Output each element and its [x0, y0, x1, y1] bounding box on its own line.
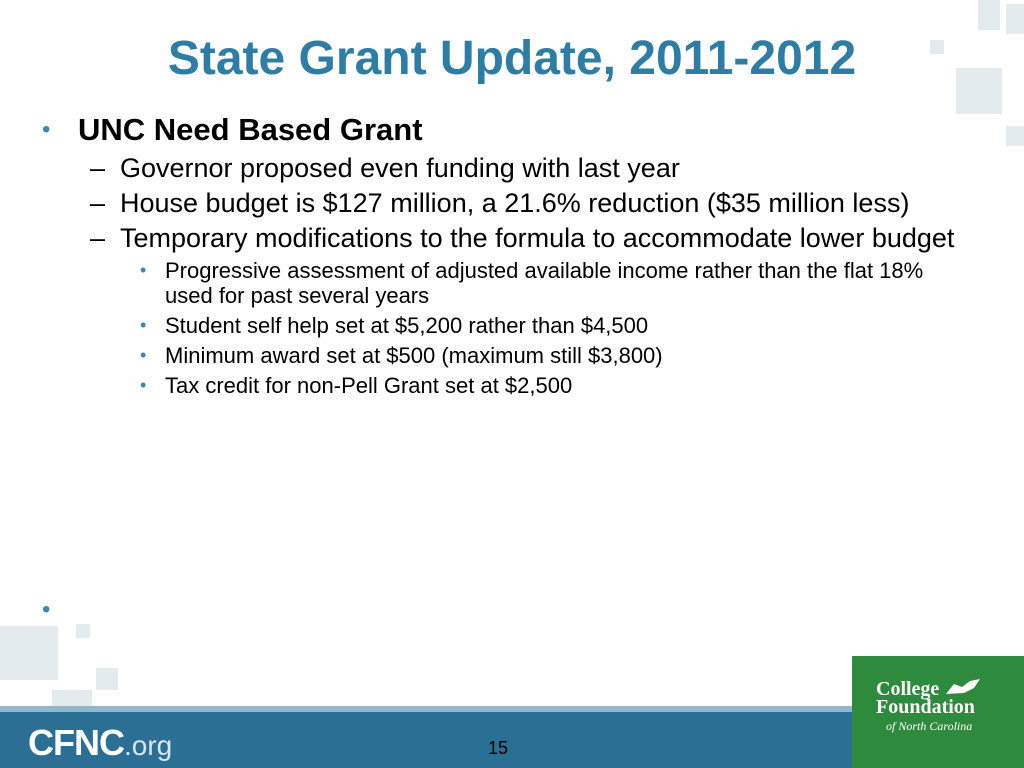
- dash-marker: –: [90, 153, 106, 183]
- sub-bullet: [28, 224, 968, 253]
- sub-sub-bullet: [28, 313, 968, 338]
- sub-bullet-text: Temporary modifications to the formula to accommodate lower budget: [120, 223, 955, 253]
- page-number: 15: [487, 738, 509, 758]
- sub-sub-bullet-text: Progressive assessment of adjusted available income rather than the flat 18% used for past several years: [165, 258, 924, 308]
- bullet-marker: •: [140, 375, 147, 395]
- sub-sub-bullet-text: Minimum award set at $500 (maximum still $3,800): [165, 343, 663, 368]
- bullet-marker: •: [140, 260, 147, 280]
- sub-sub-bullet: [28, 343, 968, 368]
- decorative-square: [96, 668, 118, 690]
- cfnc-logo-text: CFNC: [28, 722, 124, 763]
- sub-sub-bullet-text: Tax credit for non-Pell Grant set at $2,500: [165, 373, 573, 398]
- sub-bullet: [28, 154, 968, 183]
- logo-line-north-carolina: of North Carolina: [886, 719, 973, 733]
- main-bullet: [28, 112, 968, 148]
- slide-title: State Grant Update, 2011-2012: [167, 32, 857, 85]
- dash-marker: –: [90, 188, 106, 218]
- main-bullet-text: UNC Need Based Grant: [78, 112, 423, 147]
- decorative-square: [0, 626, 58, 680]
- decorative-square: [52, 690, 92, 706]
- college-foundation-logo[interactable]: [852, 656, 1024, 768]
- decorative-square: [1006, 4, 1024, 34]
- cfnc-logo[interactable]: [28, 722, 172, 764]
- decorative-square: [978, 0, 1000, 30]
- empty-bullet-marker: •: [42, 596, 51, 623]
- cfnc-logo-suffix: .org: [123, 730, 173, 761]
- sub-bullet-text: Governor proposed even funding with last year: [120, 153, 680, 183]
- logo-line-foundation: Foundation: [876, 696, 975, 718]
- north-carolina-state-icon: [944, 678, 982, 696]
- bullet-marker: •: [140, 345, 147, 365]
- bullet-marker: •: [42, 116, 51, 143]
- sub-sub-bullet-text: Student self help set at $5,200 rather than $4,500: [165, 313, 649, 338]
- decorative-square: [76, 624, 90, 638]
- dash-marker: –: [90, 223, 106, 253]
- slide-content: [28, 112, 968, 398]
- decorative-square: [1006, 126, 1024, 146]
- sub-sub-bullet: [28, 373, 968, 398]
- bullet-marker: •: [140, 315, 147, 335]
- sub-sub-bullet: [28, 258, 968, 308]
- sub-bullet-text: House budget is $127 million, a 21.6% reduction ($35 million less): [120, 188, 910, 218]
- logo-line-college: College: [876, 678, 940, 700]
- sub-bullet: [28, 189, 968, 218]
